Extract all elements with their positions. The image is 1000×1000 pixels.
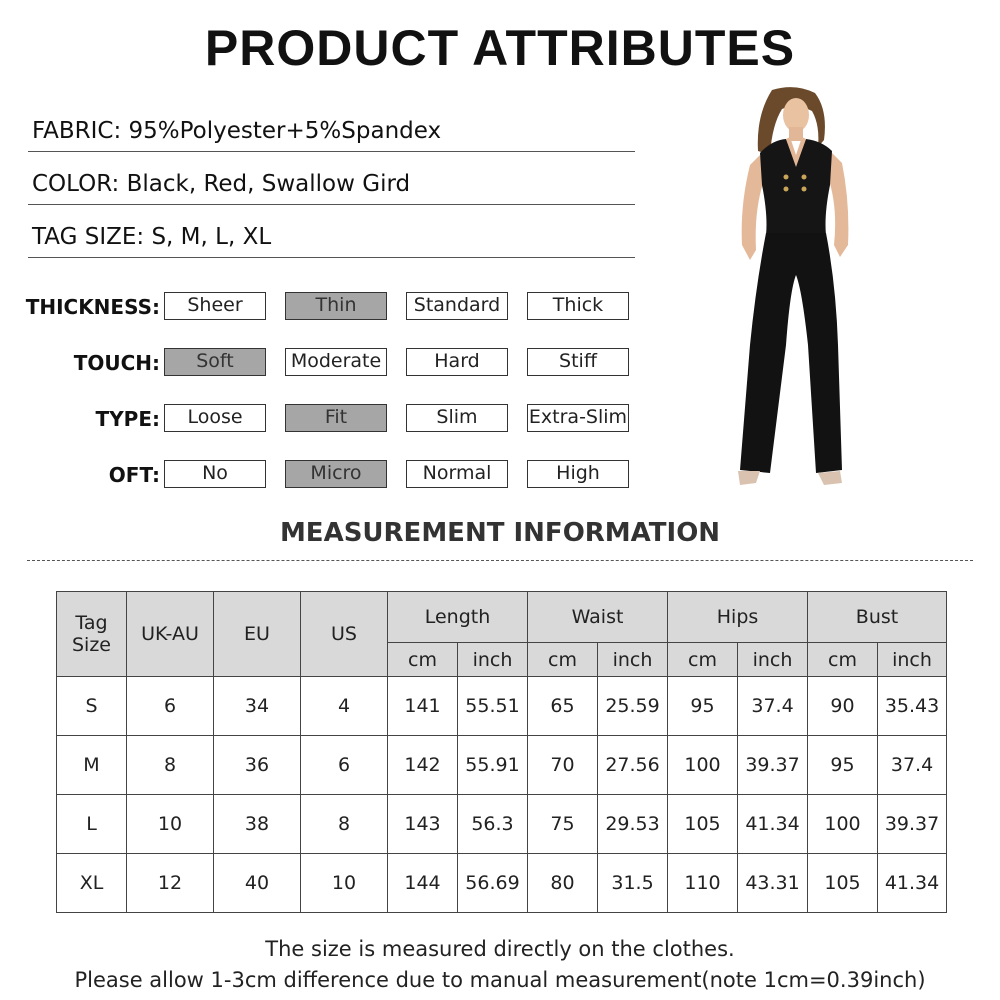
- unit-header-inch: inch: [738, 643, 808, 677]
- table-cell: 80: [528, 854, 598, 913]
- table-cell: 37.4: [878, 736, 947, 795]
- measurement-title: MEASUREMENT INFORMATION: [279, 518, 721, 548]
- table-cell: 41.34: [738, 795, 808, 854]
- table-cell: 55.51: [458, 677, 528, 736]
- table-cell: 27.56: [598, 736, 668, 795]
- right-shoe: [818, 471, 842, 485]
- header-tag-size: Tag Size: [57, 592, 127, 677]
- table-cell: 6: [127, 677, 214, 736]
- table-cell: 110: [668, 854, 738, 913]
- table-cell: L: [57, 795, 127, 854]
- rating-option-normal: Normal: [406, 460, 508, 488]
- rating-option-sheer: Sheer: [164, 292, 266, 320]
- table-cell: 34: [214, 677, 301, 736]
- table-cell: 142: [388, 736, 458, 795]
- table-cell: 143: [388, 795, 458, 854]
- header-hips: Hips: [668, 592, 808, 643]
- table-cell: 100: [808, 795, 878, 854]
- rating-option-extra-slim: Extra-Slim: [527, 404, 629, 432]
- trousers-shape: [740, 233, 842, 473]
- table-cell: 8: [127, 736, 214, 795]
- color-attribute: COLOR: Black, Red, Swallow Gird: [28, 170, 635, 205]
- table-cell: 10: [301, 854, 388, 913]
- table-cell: 75: [528, 795, 598, 854]
- table-cell: 65: [528, 677, 598, 736]
- rating-option-thin: Thin: [285, 292, 387, 320]
- table-cell: 95: [808, 736, 878, 795]
- unit-header-cm: cm: [668, 643, 738, 677]
- table-cell: 40: [214, 854, 301, 913]
- rating-option-stiff: Stiff: [527, 348, 629, 376]
- footnote-measured: The size is measured directly on the clothes.: [265, 937, 735, 961]
- table-cell: 29.53: [598, 795, 668, 854]
- unit-header-cm: cm: [808, 643, 878, 677]
- table-cell: 95: [668, 677, 738, 736]
- header-bust: Bust: [808, 592, 947, 643]
- table-row: [57, 854, 947, 913]
- product-model-photo: [720, 85, 870, 490]
- left-arm: [742, 155, 764, 260]
- table-cell: 39.37: [878, 795, 947, 854]
- table-cell: M: [57, 736, 127, 795]
- table-cell: 90: [808, 677, 878, 736]
- table-cell: 56.3: [458, 795, 528, 854]
- rating-option-loose: Loose: [164, 404, 266, 432]
- header-eu: EU: [214, 592, 301, 677]
- table-cell: 105: [808, 854, 878, 913]
- rating-option-no: No: [164, 460, 266, 488]
- unit-header-inch: inch: [598, 643, 668, 677]
- table-cell: 6: [301, 736, 388, 795]
- rating-label: THICKNESS:: [25, 295, 160, 319]
- rating-option-slim: Slim: [406, 404, 508, 432]
- rating-label: TYPE:: [95, 407, 160, 431]
- rating-option-high: High: [527, 460, 629, 488]
- table-cell: 55.91: [458, 736, 528, 795]
- rating-option-moderate: Moderate: [285, 348, 387, 376]
- unit-header-inch: inch: [458, 643, 528, 677]
- table-cell: 36: [214, 736, 301, 795]
- table-cell: 25.59: [598, 677, 668, 736]
- table-cell: 4: [301, 677, 388, 736]
- rating-option-micro: Micro: [285, 460, 387, 488]
- table-cell: 10: [127, 795, 214, 854]
- table-cell: 100: [668, 736, 738, 795]
- page-title: PRODUCT ATTRIBUTES: [204, 20, 796, 76]
- table-cell: XL: [57, 854, 127, 913]
- rating-option-thick: Thick: [527, 292, 629, 320]
- table-cell: 105: [668, 795, 738, 854]
- table-row: [57, 736, 947, 795]
- table-row: [57, 677, 947, 736]
- table-cell: 56.69: [458, 854, 528, 913]
- table-cell: 37.4: [738, 677, 808, 736]
- table-cell: 39.37: [738, 736, 808, 795]
- rating-label: OFT:: [108, 463, 160, 487]
- header-length: Length: [388, 592, 528, 643]
- table-cell: 41.34: [878, 854, 947, 913]
- table-cell: 141: [388, 677, 458, 736]
- tag-size-attribute: TAG SIZE: S, M, L, XL: [28, 223, 635, 258]
- unit-header-cm: cm: [388, 643, 458, 677]
- rating-option-fit: Fit: [285, 404, 387, 432]
- unit-header-cm: cm: [528, 643, 598, 677]
- table-cell: 35.43: [878, 677, 947, 736]
- measurement-table: [56, 591, 947, 913]
- table-cell: 144: [388, 854, 458, 913]
- table-cell: S: [57, 677, 127, 736]
- table-cell: 31.5: [598, 854, 668, 913]
- rating-option-soft: Soft: [164, 348, 266, 376]
- rating-label: TOUCH:: [73, 351, 160, 375]
- table-cell: 12: [127, 854, 214, 913]
- rating-option-hard: Hard: [406, 348, 508, 376]
- unit-header-inch: inch: [878, 643, 947, 677]
- fabric-attribute: FABRIC: 95%Polyester+5%Spandex: [28, 117, 635, 152]
- footnote-difference: Please allow 1-3cm difference due to manual measurement(note 1cm=0.39inch): [74, 968, 926, 992]
- dashed-divider: [27, 560, 973, 561]
- table-cell: 8: [301, 795, 388, 854]
- table-cell: 43.31: [738, 854, 808, 913]
- table-row: [57, 795, 947, 854]
- table-cell: 70: [528, 736, 598, 795]
- left-shoe: [738, 471, 760, 485]
- bodice-shape: [760, 139, 832, 235]
- header-uk-au: UK-AU: [127, 592, 214, 677]
- table-cell: 38: [214, 795, 301, 854]
- header-waist: Waist: [528, 592, 668, 643]
- header-us: US: [301, 592, 388, 677]
- rating-option-standard: Standard: [406, 292, 508, 320]
- face-shape: [783, 98, 809, 132]
